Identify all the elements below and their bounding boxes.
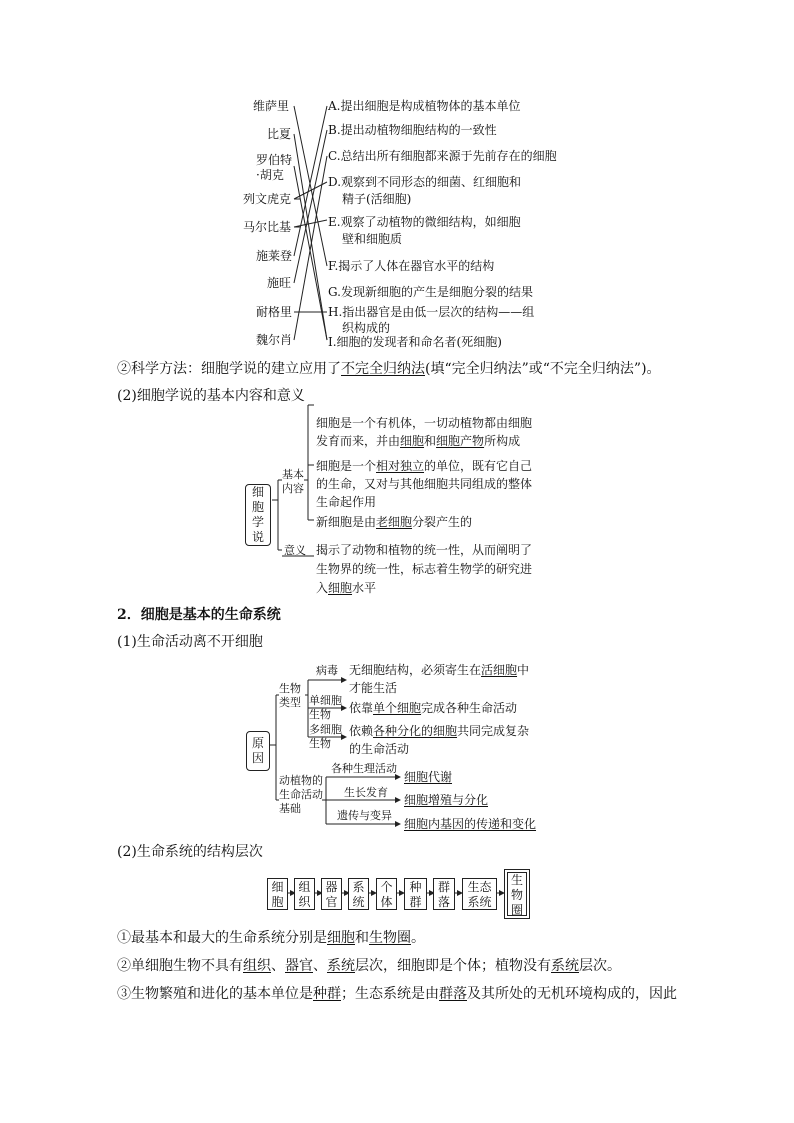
content-2: 细胞是一个相对独立的单位，既有它自己 的生命，又对与其他细胞共同组成的整体 生命起作用 bbox=[316, 459, 533, 509]
activity-growth: 生长发育 bbox=[344, 786, 388, 799]
level-community: 群 落 bbox=[433, 878, 455, 910]
achievement-d-line2: 精子(活细胞) bbox=[342, 192, 412, 206]
activity-heredity: 遗传与变异 bbox=[337, 809, 392, 822]
multicellular-desc: 依赖各种分化的细胞共同完成复杂 的生命活动 bbox=[349, 724, 530, 756]
branch-organism-type: 生物 类型 bbox=[279, 682, 301, 709]
content-3: 新细胞是由老细胞分裂产生的 bbox=[316, 515, 473, 529]
scientist-virchow: 魏尔肖 bbox=[256, 333, 293, 347]
level-cell: 细 胞 bbox=[267, 878, 288, 910]
branch-meaning: 意义 bbox=[284, 544, 306, 557]
achievement-a: A.提出细胞是构成植物体的基本单位 bbox=[328, 99, 521, 113]
scientist-schwann: 施旺 bbox=[267, 276, 292, 290]
result-gene-transfer: 细胞内基因的传递和变化 bbox=[404, 817, 537, 831]
achievement-e-line2: 壁和细胞质 bbox=[342, 232, 403, 246]
scientist-malpighi: 马尔比基 bbox=[243, 220, 292, 234]
section-heading-cell-theory: (2)细胞学说的基本内容和意义 bbox=[117, 388, 305, 404]
type-unicellular: 单细胞 生物 bbox=[309, 694, 342, 721]
match-line bbox=[294, 134, 327, 340]
activity-physiology: 各种生理活动 bbox=[331, 762, 397, 775]
section-2-1-heading: (1)生命活动离不开细胞 bbox=[117, 634, 263, 650]
scientist-hooke-2: ·胡克 bbox=[256, 168, 284, 182]
level-population: 种 群 bbox=[404, 878, 427, 910]
branch-basic-content: 基本 内容 bbox=[282, 468, 304, 495]
result-proliferation: 细胞增殖与分化 bbox=[404, 793, 489, 807]
meaning-text: 揭示了动物和植物的统一性，从而阐明了 生物界的统一性，标志着生物学的研究进 入细胞水平 bbox=[316, 543, 533, 595]
level-biosphere: 生 物 圈 bbox=[507, 872, 527, 916]
unicellular-desc: 依靠单个细胞完成各种生命活动 bbox=[349, 701, 518, 715]
note-2: ②单细胞生物不具有组织、器官、系统层次，细胞即是个体；植物没有系统层次。 bbox=[117, 958, 621, 974]
note-1: ①最基本和最大的生命系统分别是细胞和生物圈。 bbox=[117, 930, 425, 946]
achievement-h-line1: H.指出器官是由低一层次的结构——组 bbox=[328, 305, 535, 319]
achievement-i: I.细胞的发现者和命名者(死细胞) bbox=[328, 335, 502, 349]
achievement-b: B.提出动植物细胞结构的一致性 bbox=[328, 123, 497, 137]
scientist-hooke-1: 罗伯特 bbox=[256, 153, 293, 167]
achievement-h-line2: 织构成的 bbox=[342, 321, 391, 335]
section-2-heading: 2．细胞是基本的生命系统 bbox=[117, 607, 281, 623]
level-organ: 器 官 bbox=[321, 878, 342, 910]
scientist-vesalius: 维萨里 bbox=[253, 99, 290, 113]
match-line bbox=[294, 130, 327, 283]
achievement-f: F.揭示了人体在器官水平的结构 bbox=[328, 259, 495, 273]
section-2-2-heading: (2)生命系统的结构层次 bbox=[117, 844, 263, 860]
answer-blank: 不完全归纳法 bbox=[341, 361, 425, 377]
cell-theory-root-box: 细 胞 学 说 bbox=[245, 484, 271, 546]
scientist-leeuwenhoek: 列文虎克 bbox=[243, 192, 292, 206]
scientist-bichat: 比夏 bbox=[267, 127, 292, 141]
reason-root-box: 原 因 bbox=[246, 731, 270, 771]
level-ecosystem: 生态 系统 bbox=[462, 878, 497, 910]
result-metabolism: 细胞代谢 bbox=[404, 770, 453, 784]
scientist-nageli: 耐格里 bbox=[256, 305, 293, 319]
achievement-c: C.总结出所有细胞都来源于先前存在的细胞 bbox=[328, 149, 557, 163]
match-line bbox=[294, 220, 327, 227]
level-system: 系 统 bbox=[348, 878, 369, 910]
content-1: 细胞是一个有机体，一切动植物都由细胞 发育而来，并由细胞和细胞产物所构成 bbox=[316, 416, 533, 448]
level-individual: 个 体 bbox=[376, 878, 397, 910]
virus-desc: 无细胞结构，必须寄生在活细胞中 才能生活 bbox=[349, 663, 530, 695]
branch-life-basis: 动植物的 生命活动 基础 bbox=[279, 774, 323, 815]
achievement-e-line1: E.观察了动植物的微细结构，如细胞 bbox=[328, 215, 521, 229]
type-virus: 病毒 bbox=[316, 664, 338, 677]
achievement-d-line1: D.观察到不同形态的细菌、红细胞和 bbox=[328, 175, 522, 189]
type-multicellular: 多细胞 生物 bbox=[309, 723, 342, 750]
level-tissue: 组 织 bbox=[294, 878, 315, 910]
note-3: ③生物繁殖和进化的基本单位是种群；生态系统是由群落及其所处的无机环境构成的，因此 bbox=[117, 986, 677, 1002]
method-line: ②科学方法：细胞学说的建立应用了不完全归纳法(填“完全归纳法”或“不完全归纳法”)。 bbox=[117, 361, 661, 377]
achievement-g: G.发现新细胞的产生是细胞分裂的结果 bbox=[328, 285, 533, 299]
scientist-schleiden: 施莱登 bbox=[256, 249, 293, 263]
